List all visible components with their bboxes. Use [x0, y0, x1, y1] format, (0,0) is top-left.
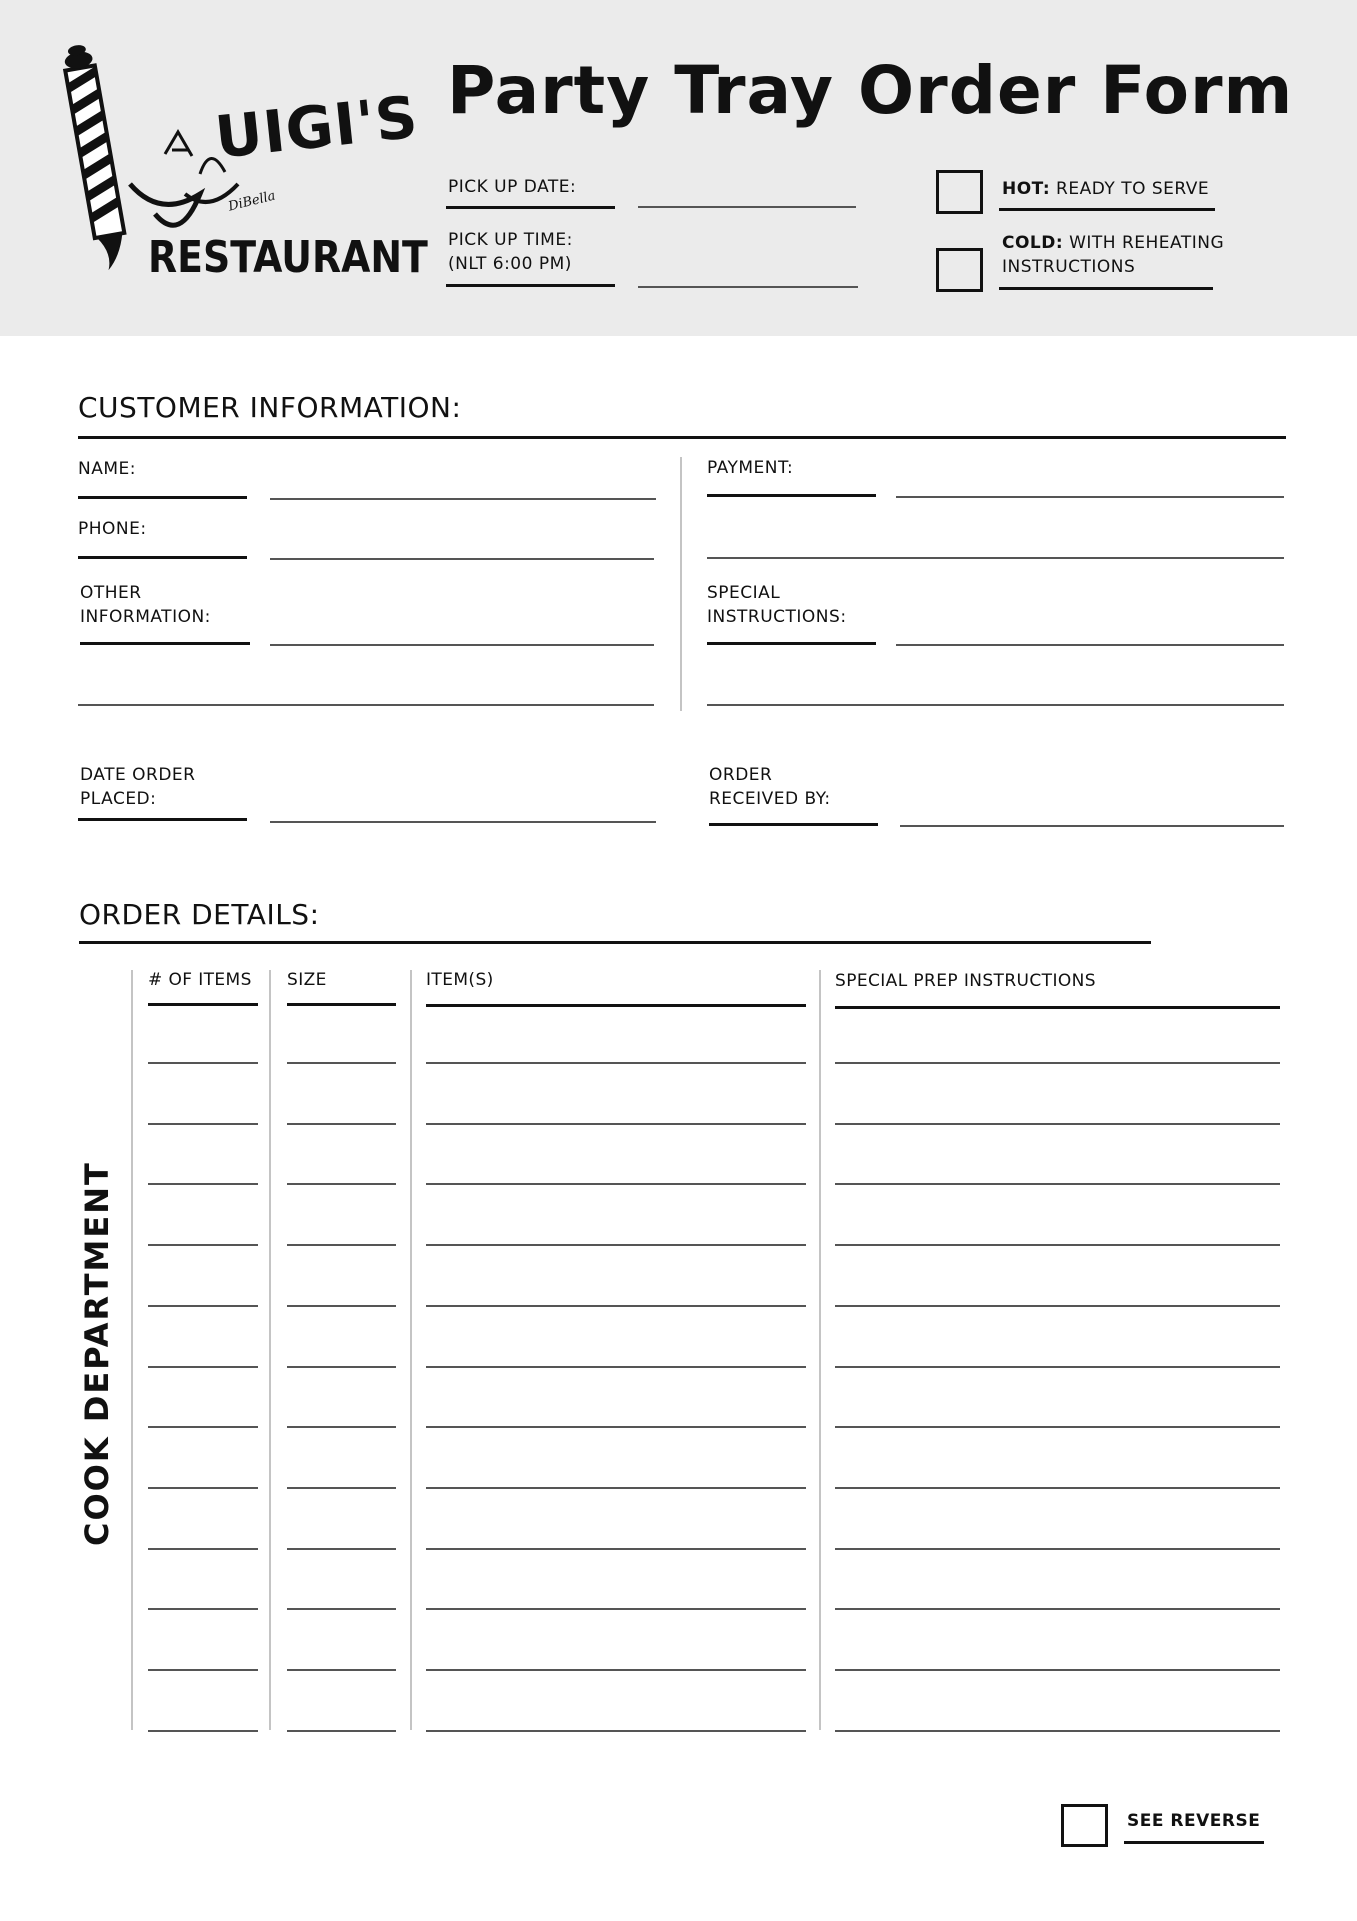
order-row-11-special-prep-field[interactable]	[835, 1669, 1280, 1671]
name-field[interactable]	[270, 498, 656, 500]
order-row-9-special-prep-field[interactable]	[835, 1548, 1280, 1550]
customer-heading-rule	[78, 436, 1286, 439]
order-row-7-num-items-field[interactable]	[148, 1426, 258, 1428]
order-row-8-size-field[interactable]	[287, 1487, 396, 1489]
order-row-7-special-prep-field[interactable]	[835, 1426, 1280, 1428]
cold-checkbox[interactable]	[936, 248, 983, 292]
order-row-9-num-items-field[interactable]	[148, 1548, 258, 1550]
order-row-10-num-items-field[interactable]	[148, 1608, 258, 1610]
order-row-7-items-field[interactable]	[426, 1426, 806, 1428]
see-reverse-label: SEE REVERSE	[1127, 1811, 1261, 1831]
col-header-num-items: # OF ITEMS	[148, 970, 252, 990]
order-row-3-size-field[interactable]	[287, 1183, 396, 1185]
table-divider-3	[410, 970, 412, 1730]
col-header-special-prep: SPECIAL PREP INSTRUCTIONS	[835, 971, 1096, 991]
order-row-3-items-field[interactable]	[426, 1183, 806, 1185]
cold-label-text: WITH REHEATING INSTRUCTIONS	[1002, 233, 1225, 277]
order-row-2-num-items-field[interactable]	[148, 1123, 258, 1125]
order-row-10-items-field[interactable]	[426, 1608, 806, 1610]
order-received-by-label: ORDER RECEIVED BY:	[709, 765, 831, 809]
order-row-12-items-field[interactable]	[426, 1730, 806, 1732]
customer-column-divider	[680, 457, 682, 711]
pickup-date-label: PICK UP DATE:	[448, 177, 577, 197]
cold-label-bold: COLD:	[1002, 233, 1064, 253]
order-row-5-items-field[interactable]	[426, 1305, 806, 1307]
order-row-4-size-field[interactable]	[287, 1244, 396, 1246]
order-row-6-special-prep-field[interactable]	[835, 1366, 1280, 1368]
phone-field[interactable]	[270, 558, 654, 560]
other-info-label-underline	[80, 642, 250, 645]
order-row-12-special-prep-field[interactable]	[835, 1730, 1280, 1732]
order-row-9-size-field[interactable]	[287, 1548, 396, 1550]
table-divider-1	[131, 970, 133, 1730]
name-label: NAME:	[78, 459, 136, 479]
special-instructions-field[interactable]	[896, 644, 1284, 646]
hot-checkbox[interactable]	[936, 170, 983, 214]
order-row-12-size-field[interactable]	[287, 1730, 396, 1732]
hot-underline	[999, 208, 1215, 211]
order-row-5-size-field[interactable]	[287, 1305, 396, 1307]
col-header-size: SIZE	[287, 970, 327, 990]
order-row-10-size-field[interactable]	[287, 1608, 396, 1610]
order-row-7-size-field[interactable]	[287, 1426, 396, 1428]
col-header-items-underline	[426, 1004, 806, 1007]
order-row-11-size-field[interactable]	[287, 1669, 396, 1671]
col-header-num-items-underline	[148, 1003, 258, 1006]
table-divider-2	[269, 970, 271, 1730]
received-by-label-underline	[709, 823, 878, 826]
order-row-12-num-items-field[interactable]	[148, 1730, 258, 1732]
order-row-2-items-field[interactable]	[426, 1123, 806, 1125]
order-row-6-size-field[interactable]	[287, 1366, 396, 1368]
see-reverse-underline	[1124, 1841, 1264, 1844]
order-row-1-special-prep-field[interactable]	[835, 1062, 1280, 1064]
order-row-8-num-items-field[interactable]	[148, 1487, 258, 1489]
special-instructions-label-underline	[707, 642, 876, 645]
order-row-4-items-field[interactable]	[426, 1244, 806, 1246]
other-info-field-line-2[interactable]	[78, 704, 654, 706]
other-info-label: OTHER INFORMATION:	[80, 583, 211, 627]
order-row-2-size-field[interactable]	[287, 1123, 396, 1125]
payment-field-line-2[interactable]	[707, 557, 1284, 559]
payment-field[interactable]	[896, 496, 1284, 498]
order-details-rule	[79, 941, 1151, 944]
phone-label: PHONE:	[78, 519, 147, 539]
cook-department-label: COOK DEPARTMENT	[78, 1161, 116, 1546]
order-details-heading: ORDER DETAILS:	[79, 898, 320, 931]
order-row-1-items-field[interactable]	[426, 1062, 806, 1064]
order-received-by-field[interactable]	[900, 825, 1284, 827]
order-row-9-items-field[interactable]	[426, 1548, 806, 1550]
col-header-special-prep-underline	[835, 1006, 1280, 1009]
order-row-4-num-items-field[interactable]	[148, 1244, 258, 1246]
phone-label-underline	[78, 556, 247, 559]
date-order-label-underline	[78, 818, 247, 821]
see-reverse-checkbox[interactable]	[1061, 1804, 1108, 1847]
order-row-11-items-field[interactable]	[426, 1669, 806, 1671]
order-row-10-special-prep-field[interactable]	[835, 1608, 1280, 1610]
special-instructions-label: SPECIAL INSTRUCTIONS:	[707, 583, 847, 627]
other-info-field[interactable]	[270, 644, 654, 646]
order-row-2-special-prep-field[interactable]	[835, 1123, 1280, 1125]
col-header-items: ITEM(S)	[426, 970, 494, 990]
col-header-size-underline	[287, 1003, 396, 1006]
pickup-time-label-underline	[446, 284, 615, 287]
payment-label: PAYMENT:	[707, 458, 794, 478]
order-row-3-num-items-field[interactable]	[148, 1183, 258, 1185]
order-row-5-num-items-field[interactable]	[148, 1305, 258, 1307]
order-row-1-num-items-field[interactable]	[148, 1062, 258, 1064]
order-row-11-num-items-field[interactable]	[148, 1669, 258, 1671]
order-row-6-items-field[interactable]	[426, 1366, 806, 1368]
logo-signature: DiBella	[226, 188, 278, 215]
table-divider-4	[819, 970, 821, 1730]
hot-label-text: READY TO SERVE	[1050, 179, 1210, 199]
logo-wordmark: UIGI'S	[212, 82, 422, 172]
special-instructions-field-line-2[interactable]	[707, 704, 1284, 706]
pickup-date-field[interactable]	[638, 206, 856, 208]
customer-info-heading: CUSTOMER INFORMATION:	[78, 391, 462, 424]
hot-label	[1002, 177, 1209, 201]
order-row-8-items-field[interactable]	[426, 1487, 806, 1489]
restaurant-logo	[60, 44, 428, 294]
cold-underline	[999, 287, 1213, 290]
date-order-placed-label: DATE ORDER PLACED:	[80, 765, 196, 809]
logo-subtitle: RESTAURANT	[148, 232, 428, 283]
pickup-time-label: PICK UP TIME: (NLT 6:00 PM)	[448, 230, 573, 274]
page-title: Party Tray Order Form	[447, 52, 1294, 129]
order-row-3-special-prep-field[interactable]	[835, 1183, 1280, 1185]
hot-label-bold: HOT:	[1002, 179, 1051, 199]
cold-label	[1002, 231, 1224, 279]
pickup-time-field[interactable]	[638, 286, 858, 288]
pickup-date-label-underline	[446, 206, 615, 209]
order-row-8-special-prep-field[interactable]	[835, 1487, 1280, 1489]
date-order-placed-field[interactable]	[270, 821, 656, 823]
name-label-underline	[78, 496, 247, 499]
order-row-5-special-prep-field[interactable]	[835, 1305, 1280, 1307]
order-row-1-size-field[interactable]	[287, 1062, 396, 1064]
payment-label-underline	[707, 494, 876, 497]
order-row-4-special-prep-field[interactable]	[835, 1244, 1280, 1246]
order-row-6-num-items-field[interactable]	[148, 1366, 258, 1368]
